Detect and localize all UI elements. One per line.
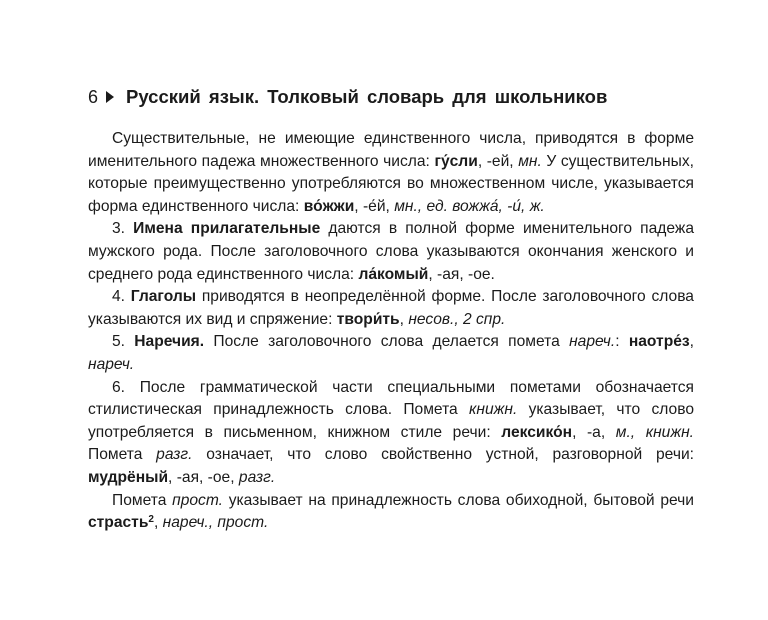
paragraph-adjectives bbox=[88, 218, 694, 286]
triangle-arrow-icon bbox=[106, 91, 114, 103]
section-term: Наречия. bbox=[134, 333, 205, 351]
item-number: 3. bbox=[112, 220, 134, 238]
text-run: , bbox=[153, 514, 163, 532]
running-title: Русский язык. Толковый словарь для школьников bbox=[126, 86, 608, 107]
text-run: У существительных, которые преимущественно употребляются во множественном числе, указывается форма единственного числа: bbox=[88, 152, 694, 215]
text-run: 6. После грамматической части специальными пометами обозначается стилистическая принадлежность слова. Помета bbox=[88, 378, 694, 419]
headword: страсть bbox=[88, 514, 149, 532]
grammar-mark: нареч. bbox=[569, 333, 616, 351]
text-run: После заголовочного слова делается помета bbox=[204, 333, 570, 351]
text-run: , -ей, bbox=[477, 152, 519, 170]
text-run: , -е́й, bbox=[354, 197, 395, 215]
grammar-mark: мн., ед. вожжа́, -и́, ж. bbox=[394, 197, 545, 215]
text-run: Помета bbox=[88, 446, 157, 464]
style-mark: разг. bbox=[156, 446, 193, 464]
item-number: 4. bbox=[112, 288, 131, 306]
style-mark: прост. bbox=[172, 491, 223, 509]
body-text bbox=[88, 128, 694, 535]
book-page bbox=[88, 84, 694, 535]
style-mark: книжн. bbox=[469, 401, 518, 419]
headword: лексико́н bbox=[501, 423, 573, 441]
style-mark: разг. bbox=[238, 468, 276, 486]
grammar-mark: м., книжн. bbox=[615, 423, 694, 441]
paragraph-nouns bbox=[88, 128, 694, 218]
headword: во́жжи bbox=[303, 197, 355, 215]
text-run: : bbox=[615, 333, 629, 351]
paragraph-style-marks bbox=[88, 377, 694, 490]
grammar-mark: нареч. bbox=[88, 355, 135, 373]
text-run: , -ая, -ое, bbox=[168, 468, 239, 486]
section-term: Глаголы bbox=[130, 288, 197, 306]
text-run: Помета bbox=[112, 491, 173, 509]
headword: наотре́з bbox=[628, 333, 690, 351]
paragraph-adverbs bbox=[88, 331, 694, 376]
headword: ла́комый bbox=[358, 265, 429, 283]
running-header bbox=[88, 84, 694, 110]
paragraph-colloquial bbox=[88, 490, 694, 535]
grammar-mark: нареч., прост. bbox=[162, 514, 269, 532]
grammar-mark: мн. bbox=[518, 152, 542, 170]
text-run: означает, что слово свойственно устной, разговорной речи: bbox=[192, 446, 694, 464]
text-run: приводятся в неопределённой форме. После заголовочного слова указываются их вид и спряжение: bbox=[88, 288, 694, 328]
grammar-mark: несов., 2 спр. bbox=[408, 310, 506, 328]
headword: гу́сли bbox=[434, 152, 478, 170]
item-number: 5. bbox=[112, 333, 135, 351]
text-run: Существительные, не имеющие единственного числа, приводятся в форме именительного падежа множественного числа: bbox=[88, 130, 694, 170]
text-run: указывает, что слово употребляется в письменном, книжном стиле речи: bbox=[88, 401, 694, 441]
section-term: Имена прилагательные bbox=[133, 220, 321, 238]
paragraph-verbs bbox=[88, 286, 694, 331]
text-run: , bbox=[689, 333, 694, 351]
text-run: , -ая, -ое. bbox=[428, 265, 495, 283]
text-run: указывает на принадлежность слова обиходной, бытовой речи bbox=[223, 491, 694, 509]
headword: твори́ть bbox=[336, 310, 400, 328]
text-run: , bbox=[399, 310, 409, 328]
homonym-index: 2 bbox=[148, 514, 154, 526]
text-run: даются в полной форме именительного падежа мужского рода. После заголовочного слова указываются окончания женского и среднего рода единственного числа: bbox=[88, 220, 694, 283]
headword: мудрёный bbox=[88, 468, 169, 486]
page-number: 6 bbox=[88, 86, 99, 107]
text-run: , -а, bbox=[572, 423, 616, 441]
